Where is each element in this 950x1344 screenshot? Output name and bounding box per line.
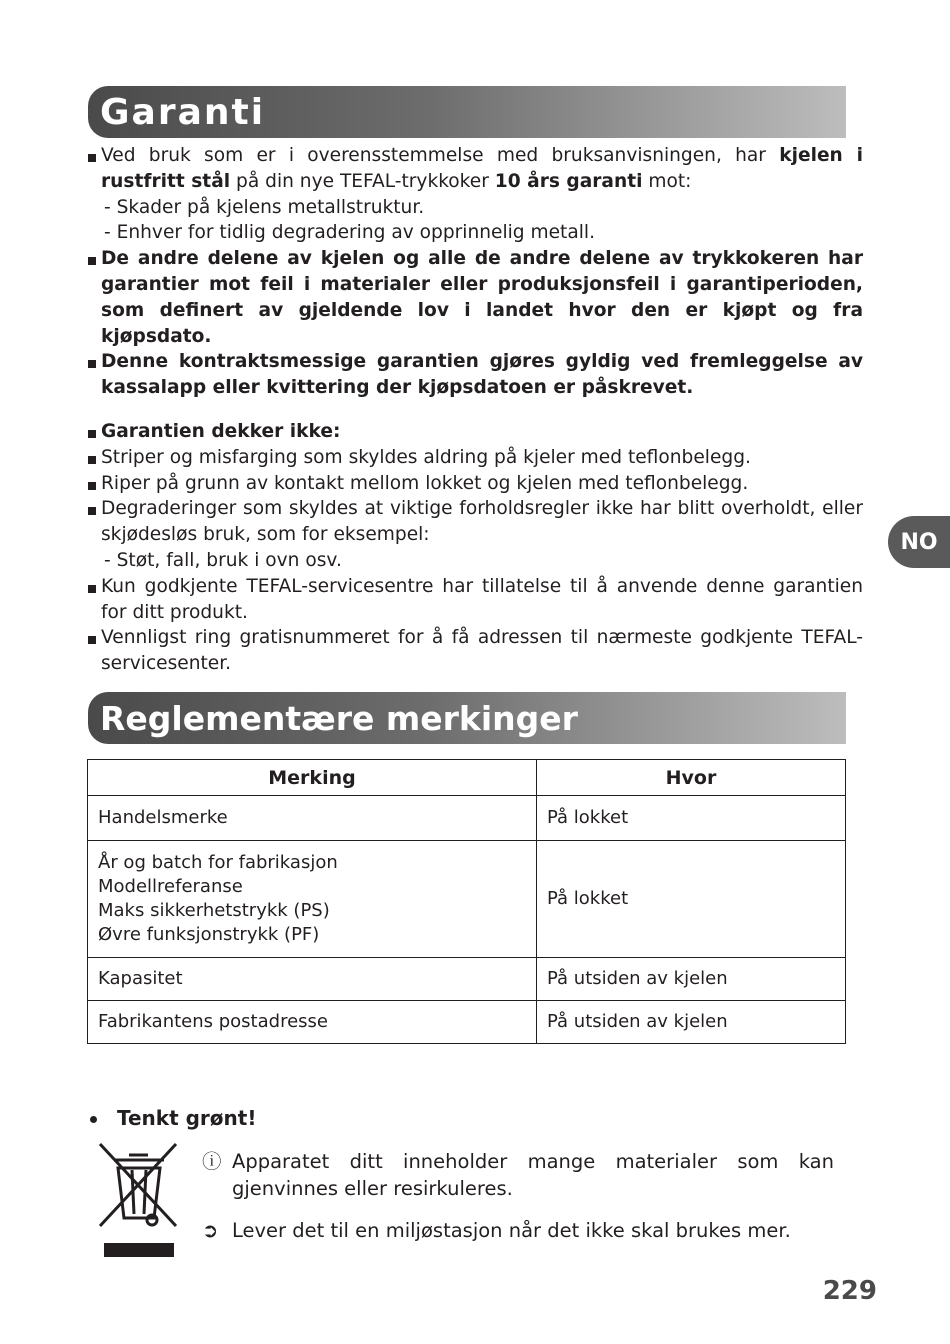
- square-bullet-icon: [88, 585, 96, 593]
- reg-heading: Reglementære merkinger: [88, 692, 846, 744]
- square-bullet-icon: [88, 636, 96, 644]
- cell-merking: Handelsmerke: [88, 796, 537, 841]
- garanti-paragraph-phone: Vennligst ring gratisnummeret for å få adressen til nærmeste godkjente TEFAL-servicesenter.: [101, 625, 863, 677]
- garanti-heading: Garanti: [88, 86, 846, 138]
- square-bullet-icon: [88, 360, 96, 368]
- col-header-merking: Merking: [88, 760, 537, 796]
- garanti-sub-2: - Enhver for tidlig degradering av opprinnelig metall.: [104, 222, 595, 244]
- cell-merking: Kapasitet: [88, 958, 537, 1001]
- col-header-hvor: Hvor: [537, 760, 846, 796]
- garanti-paragraph-3: Denne kontraktsmessige garantien gjøres gyldig ved fremleggelse av kassalapp eller kvittering der kjøpsdatoen er påskrevet.: [101, 349, 863, 401]
- square-bullet-icon: [88, 507, 96, 515]
- page-number: 229: [822, 1276, 877, 1306]
- garanti-paragraph-1: Ved bruk som er i overensstemmelse med bruksanvisningen, har kjelen i rustfritt stål på din nye TEFAL-trykkoker 10 års garanti mot:: [101, 143, 863, 195]
- language-tab: NO: [888, 516, 950, 568]
- markings-table: [87, 759, 846, 1044]
- square-bullet-icon: [88, 257, 96, 265]
- table-row: [88, 958, 846, 1001]
- recycle-info: ⓘ Apparatet ditt inneholder mange materialer som kan gjenvinnes eller resirkuleres.: [202, 1150, 834, 1200]
- arrow-right-icon: ➲: [202, 1219, 219, 1242]
- square-bullet-icon: [88, 154, 96, 162]
- garanti-sub-3: - Støt, fall, bruk i ovn osv.: [104, 549, 342, 571]
- round-bullet-icon: [90, 1116, 97, 1123]
- table-row: [88, 796, 846, 841]
- garanti-body: [101, 143, 863, 677]
- green-title: Tenkt grønt!: [90, 1106, 256, 1130]
- cell-merking: År og batch for fabrikasjon Modellreferanse Maks sikkerhetstrykk (PS) Øvre funksjonstrykk (PF): [88, 841, 537, 958]
- garanti-exclusion-1: Striper og misfarging som skyldes aldring på kjeler med teflonbelegg.: [101, 445, 863, 471]
- cell-hvor: På lokket: [537, 796, 846, 841]
- table-row: [88, 841, 846, 958]
- square-bullet-icon: [88, 430, 96, 438]
- garanti-paragraph-2: De andre delene av kjelen og alle de andre delene av trykkokeren har garantier mot feil i materialer eller produksjonsfeil i garantiperioden, som definert av gjeldende lov i landet hvor den er kjøpt og fra kjøpsdato.: [101, 246, 863, 349]
- garanti-exclusion-2: Riper på grunn av kontakt mellom lokket og kjelen med teflonbelegg.: [101, 471, 863, 497]
- info-icon: ⓘ: [202, 1150, 222, 1173]
- cell-hvor: På lokket: [537, 841, 846, 958]
- cell-hvor: På utsiden av kjelen: [537, 1001, 846, 1044]
- weee-crossed-bin-icon: [96, 1140, 180, 1260]
- garanti-paragraph-service: Kun godkjente TEFAL-servicesentre har tillatelse til å anvende denne garantien for ditt produkt.: [101, 574, 863, 626]
- cell-merking: Fabrikantens postadresse: [88, 1001, 537, 1044]
- garanti-sub-1: - Skader på kjelens metallstruktur.: [104, 196, 425, 218]
- table-header-row: [88, 760, 846, 796]
- table-row: [88, 1001, 846, 1044]
- garanti-exclusions-heading: Garantien dekker ikke:: [101, 419, 863, 445]
- garanti-exclusion-3: Degraderinger som skyldes at viktige forholdsregler ikke har blitt overholdt, eller skjødesløs bruk, som for eksempel:: [101, 496, 863, 548]
- square-bullet-icon: [88, 482, 96, 490]
- recycle-action: ➲ Lever det til en miljøstasjon når det ikke skal brukes mer.: [202, 1219, 791, 1242]
- square-bullet-icon: [88, 456, 96, 464]
- cell-hvor: På utsiden av kjelen: [537, 958, 846, 1001]
